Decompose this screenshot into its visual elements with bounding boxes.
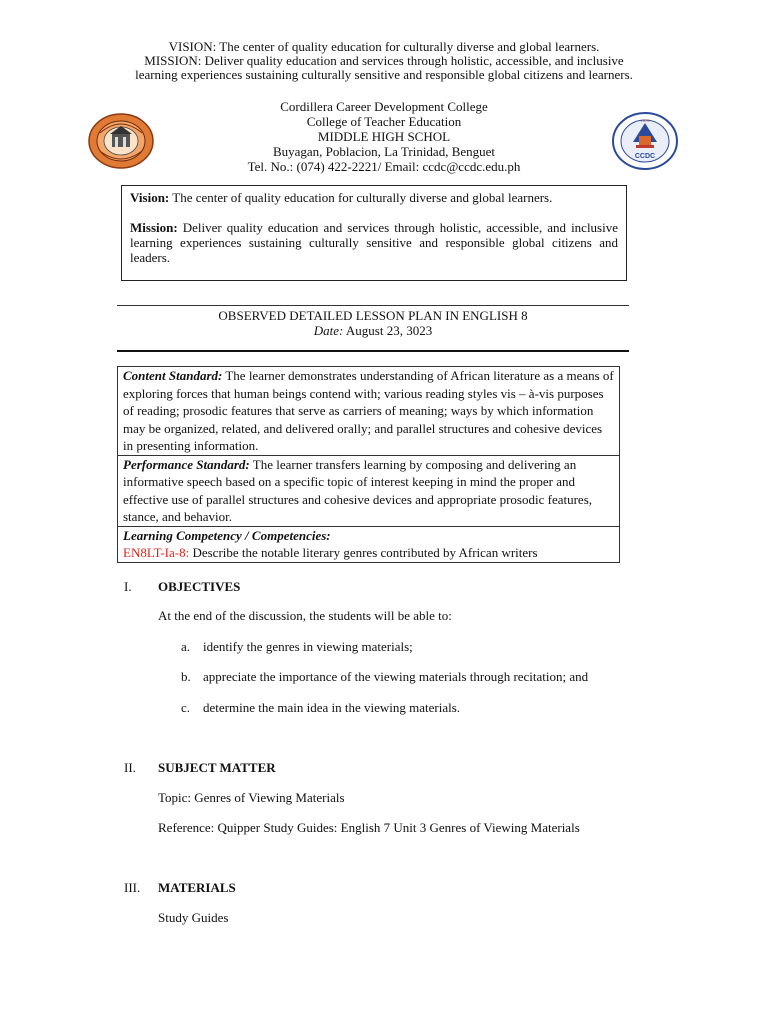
header-vision-line: VISION: The center of quality education for culturally diverse and global learners.	[168, 39, 600, 54]
subject-number: II.	[124, 760, 136, 775]
vision-text: The center of quality education for culturally diverse and global learners.	[169, 190, 553, 205]
vision-mission-box	[121, 185, 627, 281]
title-top-rule	[117, 305, 629, 306]
objectives-heading: OBJECTIVES	[158, 579, 241, 594]
right-logo-text: CCDC	[634, 153, 656, 160]
header-mission-line-1: MISSION: Deliver quality education and services through holistic, accessible, and inclusive	[144, 53, 624, 68]
performance-standard-cell	[118, 455, 620, 526]
competency-row	[118, 526, 620, 562]
content-standard-label: Content Standard:	[123, 368, 223, 383]
materials-heading: MATERIALS	[158, 880, 236, 895]
competency-label: Learning Competency / Competencies:	[123, 527, 331, 543]
performance-standard-row	[118, 455, 620, 526]
objective-c-letter: c.	[181, 700, 191, 715]
competency-cell	[118, 526, 620, 562]
lesson-plan-title: OBSERVED DETAILED LESSON PLAN IN ENGLISH 8	[218, 308, 528, 323]
content-standard-row	[118, 367, 620, 456]
materials-number: III.	[124, 880, 141, 895]
right-logo-year: 1970	[640, 118, 650, 123]
college-seal-logo-left	[88, 113, 154, 169]
performance-standard-text: The learner transfers learning by composing and delivering an informative speech based on a specific topic of interest keeping in mind the proper and effective use of parallel structures and cohesive devices and appropriate prosodic features, stance, and behavior.	[123, 456, 593, 524]
objectives-intro: At the end of the discussion, the students will be able to:	[158, 608, 452, 623]
objective-b-letter: b.	[181, 669, 191, 684]
teacher-education-logo-right	[612, 112, 678, 170]
objective-a-text: identify the genres in viewing materials;	[203, 639, 413, 654]
materials-item: Study Guides	[158, 910, 229, 925]
performance-standard-label: Performance Standard:	[123, 456, 250, 472]
content-standard-text: The learner demonstrates understanding of African literature as a means of exploring forces that human beings contend with; various reading styles vis – à-vis purposes of reading; prosodic features that serve as carriers of meaning; ways by which information may be organized, related, and delivered orally; and parallel structures and cohesive devices in presenting information.	[123, 368, 614, 453]
department-name: College of Teacher Education	[306, 114, 462, 129]
competency-text: Describe the notable literary genres contributed by African writers	[189, 545, 538, 560]
school-contact: Tel. No.: (074) 422-2221/ Email: ccdc@ccdc.edu.ph	[247, 159, 521, 174]
mission-paragraph	[130, 220, 618, 265]
school-address: Buyagan, Poblacion, La Trinidad, Benguet	[272, 144, 496, 159]
mission-text: Deliver quality education and services through holistic, accessible, and inclusive learning experiences sustaining culturally sensitive and responsible global citizens and leaders.	[130, 220, 618, 265]
subject-heading: SUBJECT MATTER	[158, 760, 276, 775]
header-mission-line-2: learning experiences sustaining culturally sensitive and responsible global citizens and learners.	[135, 67, 633, 82]
objective-a-letter: a.	[181, 639, 191, 654]
college-name: Cordillera Career Development College	[280, 99, 488, 114]
school-name: MIDDLE HIGH SCHOL	[317, 129, 451, 144]
subject-reference: Reference: Quipper Study Guides: English 7 Unit 3 Genres of Viewing Materials	[158, 820, 580, 835]
mission-label: Mission:	[130, 220, 178, 235]
standards-table	[117, 366, 620, 563]
content-standard-cell	[118, 367, 620, 456]
vision-paragraph	[130, 190, 618, 205]
date-value: August 23, 3023	[343, 323, 433, 338]
title-bottom-rule	[117, 350, 629, 352]
lesson-plan-date	[117, 323, 629, 338]
competency-code: EN8LT-Ia-8:	[123, 545, 190, 560]
subject-topic: Topic: Genres of Viewing Materials	[158, 790, 345, 805]
objective-b-text: appreciate the importance of the viewing materials through recitation; and	[203, 669, 589, 684]
objective-c-text: determine the main idea in the viewing materials.	[203, 700, 461, 715]
date-label: Date:	[313, 323, 344, 338]
objectives-number: I.	[124, 579, 132, 594]
vision-label: Vision:	[130, 190, 170, 205]
